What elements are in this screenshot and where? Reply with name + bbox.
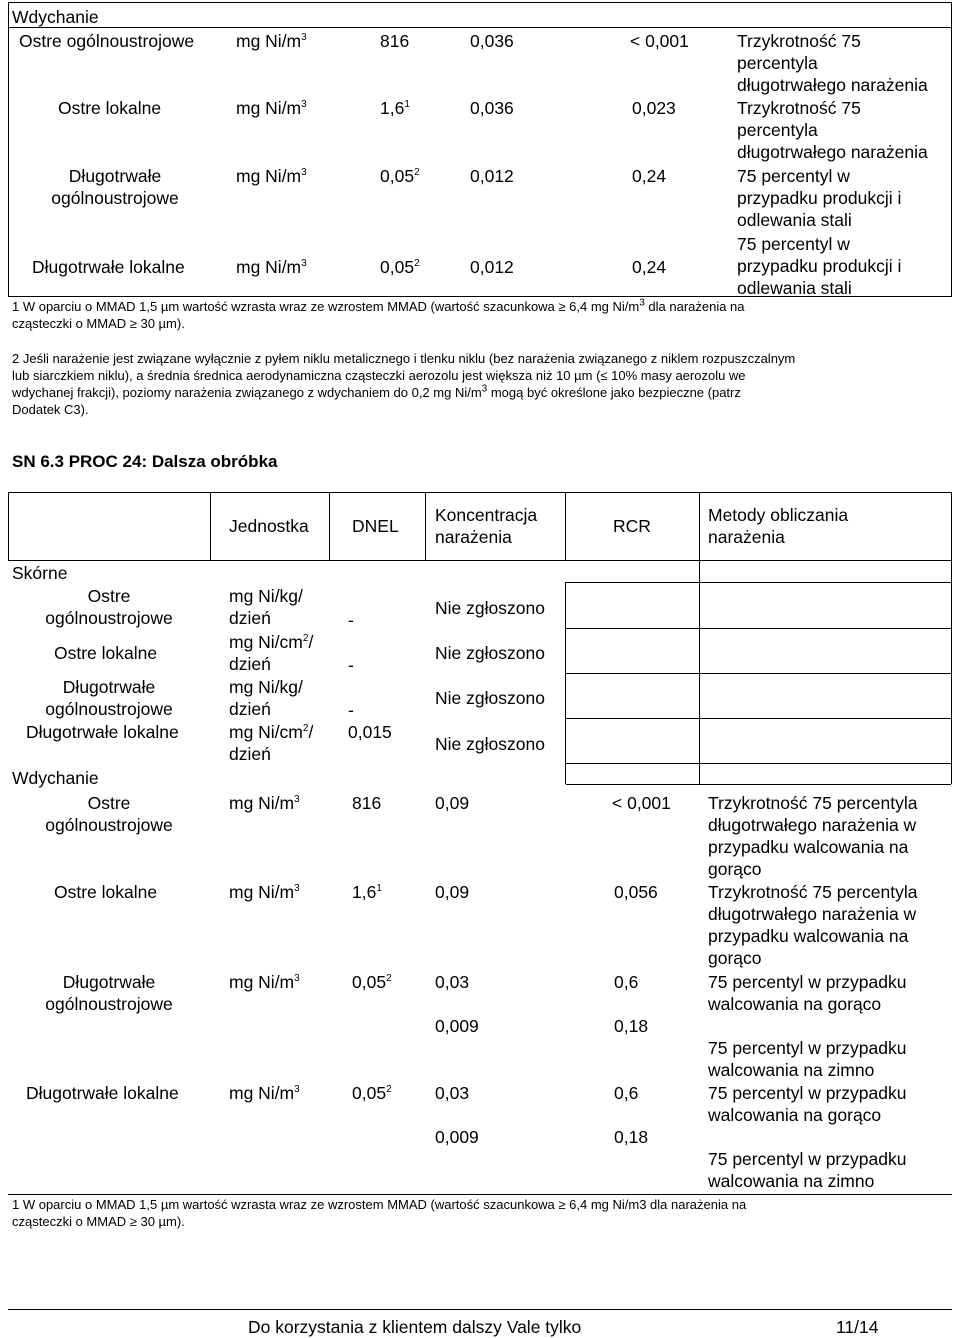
method: 75 percentyl w przypadku produkcji i odlewania stali (737, 166, 902, 230)
unit: mg $Ni/cm^2/$ dzień (229, 632, 314, 674)
rcr: 0,18 (614, 1016, 649, 1036)
exposure-type: Ostre ogólnoustrojowe (45, 586, 173, 628)
unit: mg $Ni/m^3$ (229, 972, 300, 992)
rcr: < 0,001 (630, 31, 689, 51)
exposure-type: Długotrwałe ogólnoustrojowe (45, 972, 173, 1014)
footer-rule (8, 1309, 952, 1310)
concentration: 0,03 (435, 1083, 470, 1103)
concentration: 0,009 (435, 1016, 479, 1036)
section-label-dermal: Skórne (12, 563, 68, 583)
exposure-type: Długotrwałe lokalne (26, 1083, 179, 1103)
header-unit: Jednostka (229, 516, 309, 536)
unit: mg $Ni/m^3$ (236, 257, 307, 277)
dnel-value: $1,6^1$ (380, 98, 410, 118)
concentration: Nie zgłoszono (435, 688, 545, 708)
method: Trzykrotność 75 percentyla długotrwałego narażenia (737, 98, 928, 162)
dnel-value: 816 (352, 793, 382, 813)
dnel-value: 0,05$^2$ (352, 1083, 392, 1103)
dnel-value: - (348, 610, 354, 630)
unit: mg $Ni/m^3$ (236, 31, 307, 51)
method: Trzykrotność 75 percentyla długotrwałego narażenia (737, 31, 928, 95)
exposure-type: Ostre lokalne (54, 882, 158, 902)
rcr: 0,6 (614, 1083, 639, 1103)
exposure-type: Ostre ogólnoustrojowe (45, 793, 173, 835)
footnote-2: 2 Jeśli narażenie jest związane wyłącznie z pyłem niklu metalicznego i tlenku niklu (bez narażenia związanego z niklem rozpuszczalnym lub siarczkiem niklu), a średnia średnica aerodynamiczna cząsteczki aerozolu jest większa niż 10 µm (≤ 10% masy aerozolu we wdychanej frakcji), poziomy narażenia związanego z wdychaniem do 0,2 mg $Ni/m^3$ mogą być określone jako bezpieczne (patrz Dodatek C3). (12, 351, 796, 417)
exposure-type: Ostre lokalne (54, 643, 158, 663)
rcr: 0,023 (632, 98, 676, 118)
unit: mg $Ni/m^3$ (229, 882, 300, 902)
dnel-value: 0,05$^2$ (352, 972, 392, 992)
method: 75 percentyl w przypadku walcowania na zimno (708, 1038, 907, 1080)
section-label-inhalation: Wdychanie (12, 7, 99, 27)
section-label-inhalation: Wdychanie (12, 768, 99, 788)
section-title: SN 6.3 PROC 24: Dalsza obróbka (12, 452, 278, 471)
footnote-1: 1 W oparciu o MMAD 1,5 µm wartość wzrasta wraz ze wzrostem MMAD (wartość szacunkowa ≥ 6,4 mg Ni/m3 dla narażenia na cząsteczki o MMAD ≥ 30 µm). (12, 1197, 747, 1229)
concentration: 0,09 (435, 793, 470, 813)
page-number: 11/14 (836, 1317, 879, 1337)
unit: mg Ni/kg/ dzień (229, 677, 303, 719)
dnel-value: 0,05$^2$ (380, 257, 420, 277)
exposure-type: Ostre lokalne (58, 98, 162, 118)
dnel-value: - (348, 700, 354, 720)
concentration: Nie zgłoszono (435, 643, 545, 663)
concentration: Nie zgłoszono (435, 598, 545, 618)
method: 75 percentyl w przypadku produkcji i odlewania stali (737, 234, 902, 298)
header-concentration: Koncentracja narażenia (435, 505, 538, 547)
exposure-type: Długotrwałe lokalne (26, 722, 179, 742)
dnel-value: - (348, 655, 354, 675)
concentration: 0,036 (470, 31, 514, 51)
method: 75 percentyl w przypadku walcowania na zimno (708, 1149, 907, 1191)
concentration: 0,03 (435, 972, 470, 992)
unit: mg $Ni/cm^2/$ dzień (229, 722, 314, 764)
concentration: 0,036 (470, 98, 514, 118)
rcr: 0,18 (614, 1127, 649, 1147)
method: Trzykrotność 75 percentyla długotrwałego narażenia w przypadku walcowania na gorąco (708, 882, 918, 968)
method: 75 percentyl w przypadku walcowania na gorąco (708, 972, 907, 1014)
rcr: 0,24 (632, 166, 667, 186)
concentration: 0,09 (435, 882, 470, 902)
header-dnel: DNEL (352, 516, 399, 536)
concentration: 0,012 (470, 166, 514, 186)
unit: mg Ni/kg/ dzień (229, 586, 303, 628)
dnel-value: 0,015 (348, 722, 392, 742)
exposure-type: Długotrwałe ogólnoustrojowe (51, 166, 179, 208)
unit: mg $Ni/m^3$ (229, 793, 300, 813)
header-rcr: RCR (613, 516, 651, 536)
footer-text: Do korzystania z klientem dalszy Vale tylko (248, 1317, 582, 1337)
rcr: 0,056 (614, 882, 658, 902)
dnel-value: 0,05$^2$ (380, 166, 420, 186)
exposure-type: Długotrwałe ogólnoustrojowe (45, 677, 173, 719)
rcr: < 0,001 (612, 793, 671, 813)
unit: mg $Ni/m^3$ (236, 98, 307, 118)
rcr: 0,24 (632, 257, 667, 277)
unit: mg $Ni/m^3$ (229, 1083, 300, 1103)
dnel-value: $1,6^1$ (352, 882, 382, 902)
footnote-1: 1 W oparciu o MMAD 1,5 µm wartość wzrasta wraz ze wzrostem MMAD (wartość szacunkowa ≥ 6,4 mg $Ni/m^3$ dla narażenia na cząsteczki o MMAD ≥ 30 µm). (12, 297, 745, 331)
concentration: Nie zgłoszono (435, 734, 545, 754)
exposure-type: Długotrwałe lokalne (32, 257, 185, 277)
concentration: 0,012 (470, 257, 514, 277)
method: Trzykrotność 75 percentyla długotrwałego narażenia w przypadku walcowania na gorąco (708, 793, 918, 879)
header-method: Metody obliczania narażenia (708, 505, 849, 547)
rcr: 0,6 (614, 972, 639, 992)
exposure-type: Ostre ogólnoustrojowe (19, 31, 195, 51)
unit: mg $Ni/m^3$ (236, 166, 307, 186)
concentration: 0,009 (435, 1127, 479, 1147)
method: 75 percentyl w przypadku walcowania na gorąco (708, 1083, 907, 1125)
dnel-value: 816 (380, 31, 410, 51)
